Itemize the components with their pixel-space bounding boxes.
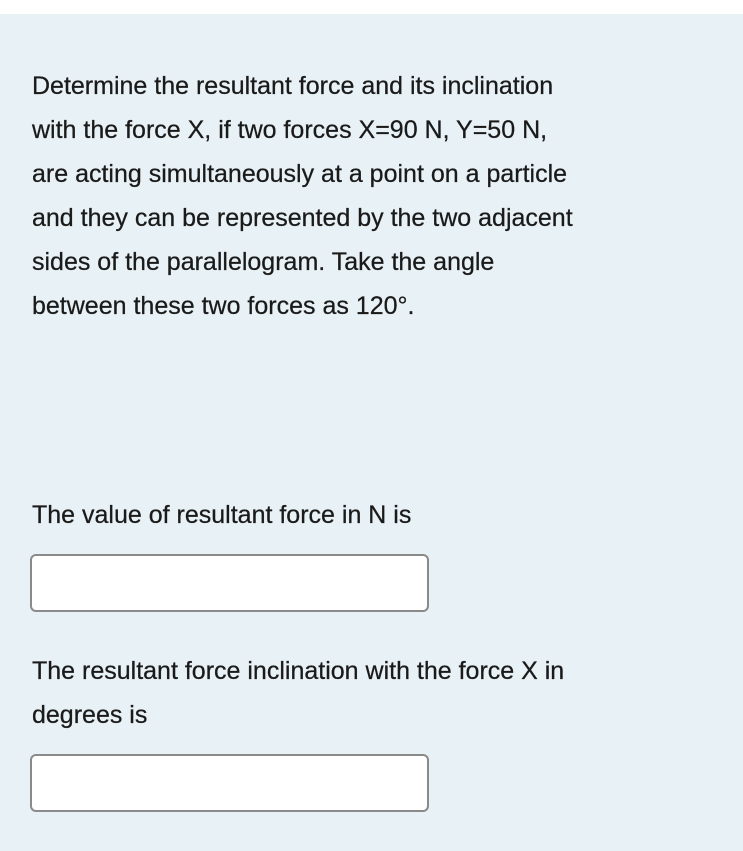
resultant-force-prompt [32, 493, 722, 537]
question-line: sides of the parallelogram. Take the angle [32, 248, 495, 276]
question-line: Determine the resultant force and its inclination [32, 72, 554, 100]
inclination-input[interactable] [30, 754, 429, 812]
prompt-line: The resultant force inclination with the force X in [32, 657, 565, 685]
question-line: and they can be represented by the two adjacent [32, 204, 573, 232]
prompt-line: degrees is [32, 701, 148, 729]
resultant-force-input[interactable] [30, 554, 429, 612]
inclination-prompt [32, 649, 722, 737]
question-line: between these two forces as 120°. [32, 292, 415, 320]
question-text [32, 64, 722, 328]
question-line: with the force X, if two forces X=90 N, Y=50 N, [32, 116, 548, 144]
prompt-line: The value of resultant force in N is [32, 501, 412, 529]
question-line: are acting simultaneously at a point on a particle [32, 160, 568, 188]
